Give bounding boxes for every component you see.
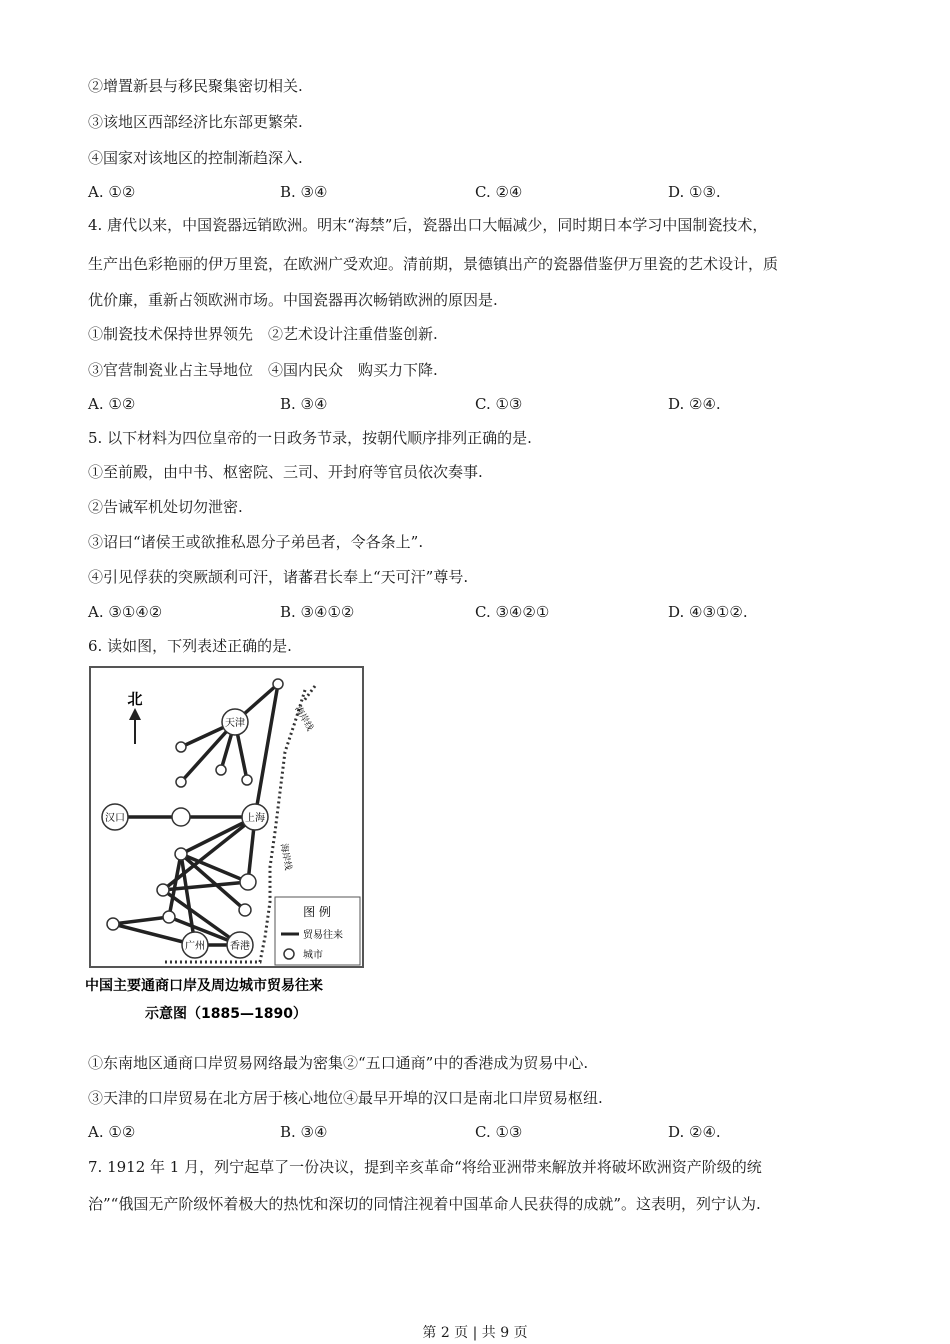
- q6-option-a: A. ①②: [88, 1123, 136, 1141]
- q5-option-d: D. ④③①②.: [668, 603, 748, 621]
- q4-option-b: B. ③④: [280, 395, 328, 413]
- q4-option-d: D. ②④.: [668, 395, 721, 413]
- q3-statement-4: ④国家对该地区的控制渐趋深入.: [88, 149, 303, 167]
- q5-stem: 5. 以下材料为四位皇帝的一日政务节录，按朝代顺序排列正确的是.: [88, 429, 532, 447]
- q5-statement-4: ④引见俘获的突厥颉利可汗，诸蕃君长奉上“天可汗”尊号.: [88, 568, 469, 586]
- legend-title: 图 例: [303, 905, 331, 919]
- q3-option-d: D. ①③.: [668, 183, 721, 201]
- q4-statement-1: ①制瓷技术保持世界领先 ②艺术设计注重借鉴创新.: [88, 325, 438, 343]
- north-arrowhead-icon: [129, 708, 141, 720]
- city-label-guangzhou: 广州: [185, 941, 205, 952]
- legend-city-swatch: [284, 949, 294, 959]
- map-caption-2: 示意图（1885—1890）: [145, 1006, 307, 1022]
- north-label: 北: [127, 690, 143, 708]
- city-label-shanghai: 上海: [245, 813, 265, 824]
- coastline-north: [303, 686, 315, 702]
- q3-option-b: B. ③④: [280, 183, 328, 201]
- q4-stem-line-3: 优价廉，重新占领欧洲市场。中国瓷器再次畅销欧洲的原因是.: [88, 291, 498, 309]
- trade-map-figure: [85, 662, 385, 1032]
- page-footer: 第 2 页 | 共 9 页: [422, 1325, 528, 1341]
- q5-statement-2: ②告诫军机处切勿泄密.: [88, 498, 243, 516]
- city-label-hongkong: 香港: [230, 941, 250, 952]
- q5-option-c: C. ③④②①: [475, 603, 550, 621]
- q6-statement-1: ①东南地区通商口岸贸易网络最为密集②“五口通商”中的香港成为贸易中心.: [88, 1054, 589, 1072]
- q6-option-b: B. ③④: [280, 1123, 328, 1141]
- q6-statement-2: ③天津的口岸贸易在北方居于核心地位④最早开埠的汉口是南北口岸贸易枢纽.: [88, 1089, 603, 1107]
- q4-stem-line-2: 生产出色彩艳丽的伊万里瓷，在欧洲广受欢迎。清前期，景德镇出产的瓷器借鉴伊万里瓷的艺术设计，质: [88, 255, 779, 273]
- legend-trade-label: 贸易往来: [303, 930, 343, 941]
- q3-statement-2: ②增置新县与移民聚集密切相关.: [88, 77, 303, 95]
- q5-statement-1: ①至前殿，由中书、枢密院、三司、开封府等官员依次奏事.: [88, 463, 483, 481]
- q6-option-d: D. ②④.: [668, 1123, 721, 1141]
- q5-option-b: B. ③④①②: [280, 603, 355, 621]
- q3-statement-3: ③该地区西部经济比东部更繁荣.: [88, 113, 303, 131]
- coast-label-top: 海岸线: [292, 704, 315, 733]
- map-caption-1: 中国主要通商口岸及周边城市贸易往来: [85, 978, 323, 994]
- q4-option-a: A. ①②: [88, 395, 136, 413]
- q4-statement-2: ③官营制瓷业占主导地位 ④国内民众 购买力下降.: [88, 361, 438, 379]
- q4-option-c: C. ①③: [475, 395, 523, 413]
- q3-option-a: A. ①②: [88, 183, 136, 201]
- q5-option-a: A. ③①④②: [88, 603, 163, 621]
- city-label-hankou: 汉口: [105, 813, 125, 824]
- trade-map: [85, 662, 385, 1032]
- legend-city-label: 城市: [303, 950, 323, 961]
- q6-option-c: C. ①③: [475, 1123, 523, 1141]
- q4-stem-line-1: 4. 唐代以来，中国瓷器远销欧洲。明末“海禁”后，瓷器出口大幅减少，同时期日本学习中国制瓷技术，: [88, 216, 768, 234]
- q7-stem-line-2: 治”“俄国无产阶级怀着极大的热忱和深切的同情注视着中国革命人民获得的成就”。这表明，列宁认为.: [88, 1195, 761, 1213]
- q3-option-c: C. ②④: [475, 183, 523, 201]
- coast-label-mid: 海岸线: [278, 842, 293, 872]
- q6-stem: 6. 读如图，下列表述正确的是.: [88, 637, 292, 655]
- q5-statement-3: ③诏曰“诸侯王或欲推私恩分子弟邑者，令各条上”.: [88, 533, 424, 551]
- q7-stem-line-1: 7. 1912 年 1 月，列宁起草了一份决议，提到辛亥革命“将给亚洲带来解放并将破坏欧洲资产阶级的统: [88, 1158, 762, 1176]
- city-label-tianjin: 天津: [225, 718, 245, 729]
